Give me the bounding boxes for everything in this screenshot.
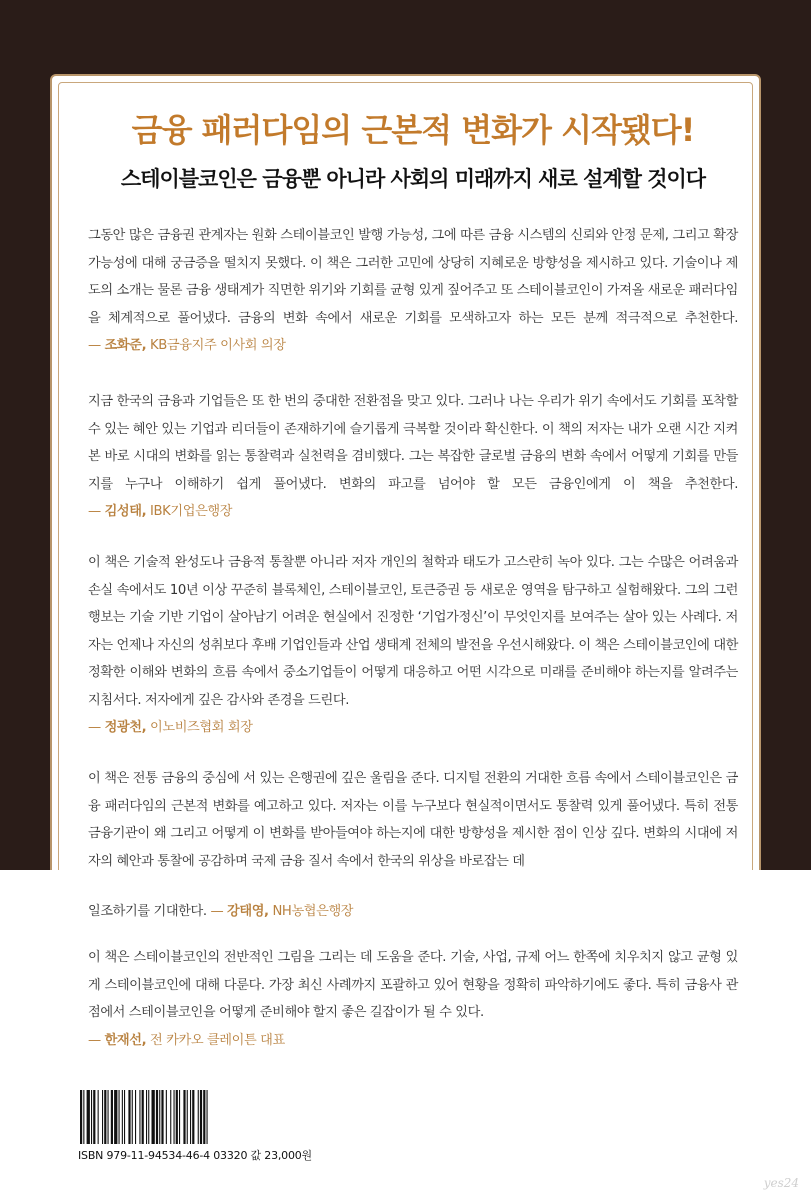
reviewer-title: 이노비즈협회 회장 [150,720,253,735]
reviewer-name: 한재선, [104,1032,147,1048]
reviewer-name: 김성태, [104,504,147,519]
barcode-icon [78,1090,300,1144]
review-text: 이 책은 전통 금융의 중심에 서 있는 은행권에 깊은 울림을 준다. 디지털 전환의 거대한 흐름 속에서 스테이블코인은 금융 패러다임의 근본적 변화를 예고하고 있다. 저자는 이를 누구보다 현실적이면서도 통찰력 있게 풀어냈다. 특히 전통 금융기관이 왜 그리고 어떻게 이 변화를 받아들여야 하는지에 대한 방향성을 제시한 점이 인상 깊다. 변화의 시대에 저자의 혜안과 통찰에 공감하며 국제 금융 질서 속에서 한국의 위상을 바로잡는 데 [88,771,738,869]
reviewer-title: NH농협은행장 [272,904,354,919]
review-text: 이 책은 스테이블코인의 전반적인 그림을 그리는 데 도움을 준다. 기술, 사업, 규제 어느 한쪽에 치우치지 않고 균형 있게 스테이블코인에 대해 다룬다. 가장 최신 사례까지 포괄하고 있어 현황을 정확히 파악하기에도 좋다. 특히 금융사 관점에서 스테이블코인을 어떻게 준비해야 할지 좋은 길잡이가 될 수 있다. [88,950,738,1020]
reviewer-name: 강태영, [227,904,269,919]
review-signature [88,504,232,519]
reviewer-name: 조화준, [104,338,147,353]
review-signature [88,338,286,353]
review-1 [88,222,738,360]
reviewer-name: 정광천, [104,720,147,735]
signature-dash: — [88,720,101,735]
review-5 [88,944,738,1054]
watermark-logo: yes24 [763,1176,799,1190]
subheadline: 스테이블코인은 금융뿐 아니라 사회의 미래까지 새로 설계할 것이다 [120,167,706,191]
isbn-price: ISBN 979-11-94534-46-4 03320 값 23,000원 [78,1149,312,1162]
review-signature [88,714,738,742]
review-signature [88,1027,738,1055]
reviewer-title: 전 카카오 클레이튼 대표 [150,1032,285,1048]
signature-dash: — [88,1032,101,1048]
signature-dash: — [88,338,101,353]
review-text-tail: 일조하기를 기대한다. [88,904,207,919]
headline: 금융 패러다임의 근본적 변화가 시작됐다! [131,111,695,149]
review-2 [88,388,738,526]
signature-dash: — [88,504,101,519]
reviewer-title: KB금융지주 이사회 의장 [150,338,286,353]
review-4 [88,765,738,875]
header [88,108,738,194]
review-text: 이 책은 기술적 완성도나 금융적 통찰뿐 아니라 저자 개인의 철학과 태도가 고스란히 녹아 있다. 그는 수많은 어려움과 손실 속에서도 10년 이상 꾸준히 블록체인, 스테이블코인, 토큰증권 등 새로운 영역을 탐구하고 실험해왔다. 그의 그런 행보는 기술 기반 기업이 살아남기 어려운 현실에서 진정한 ‘기업가정신’이 무엇인지를 보여주는 살아 있는 사례다. 저자는 언제나 자신의 성취보다 후배 기업인들과 산업 생태계 전체의 발전을 우선시해왔다. 이 책은 스테이블코인에 대한 정확한 이해와 변화의 흐름 속에서 중소기업들이 어떻게 대응하고 어떤 시각으로 미래를 준비해야 하는지를 알려주는 지침서다. 저자에게 깊은 감사와 존경을 드린다. [88,555,738,708]
review-text: 그동안 많은 금융권 관계자는 원화 스테이블코인 발행 가능성, 그에 따른 금융 시스템의 신뢰와 안정 문제, 그리고 확장 가능성에 대해 궁금증을 떨치지 못했다. 이 책은 그러한 고민에 상당히 지혜로운 방향성을 제시하고 있다. 기술이나 제도의 소개는 물론 금융 생태계가 직면한 위기와 기회를 균형 있게 짚어주고 또 스테이블코인이 가져올 새로운 패러다임을 체계적으로 풀어냈다. 금융의 변화 속에서 새로운 기회를 모색하고자 하는 모든 분께 적극적으로 추천한다. [88,228,738,326]
review-text: 지금 한국의 금융과 기업들은 또 한 번의 중대한 전환점을 맞고 있다. 그러나 나는 우리가 위기 속에서도 기회를 포착할 수 있는 혜안 있는 기업과 리더들이 존재하기에 슬기롭게 극복할 것이라 확신한다. 이 책의 저자는 내가 오랜 시간 지켜본 바로 시대의 변화를 읽는 통찰력과 실천력을 겸비했다. 그는 복잡한 글로벌 금융의 변화 속에서 어떻게 기회를 만들지를 누구나 이해하기 쉽게 풀어냈다. 변화의 파고를 넘어야 할 모든 금융인에게 이 책을 추천한다. [88,394,738,492]
signature-dash: — [210,904,224,919]
review-3 [88,549,738,742]
review-4-continued [88,898,738,926]
review-signature [210,904,353,919]
reviewer-title: IBK기업은행장 [150,504,233,519]
